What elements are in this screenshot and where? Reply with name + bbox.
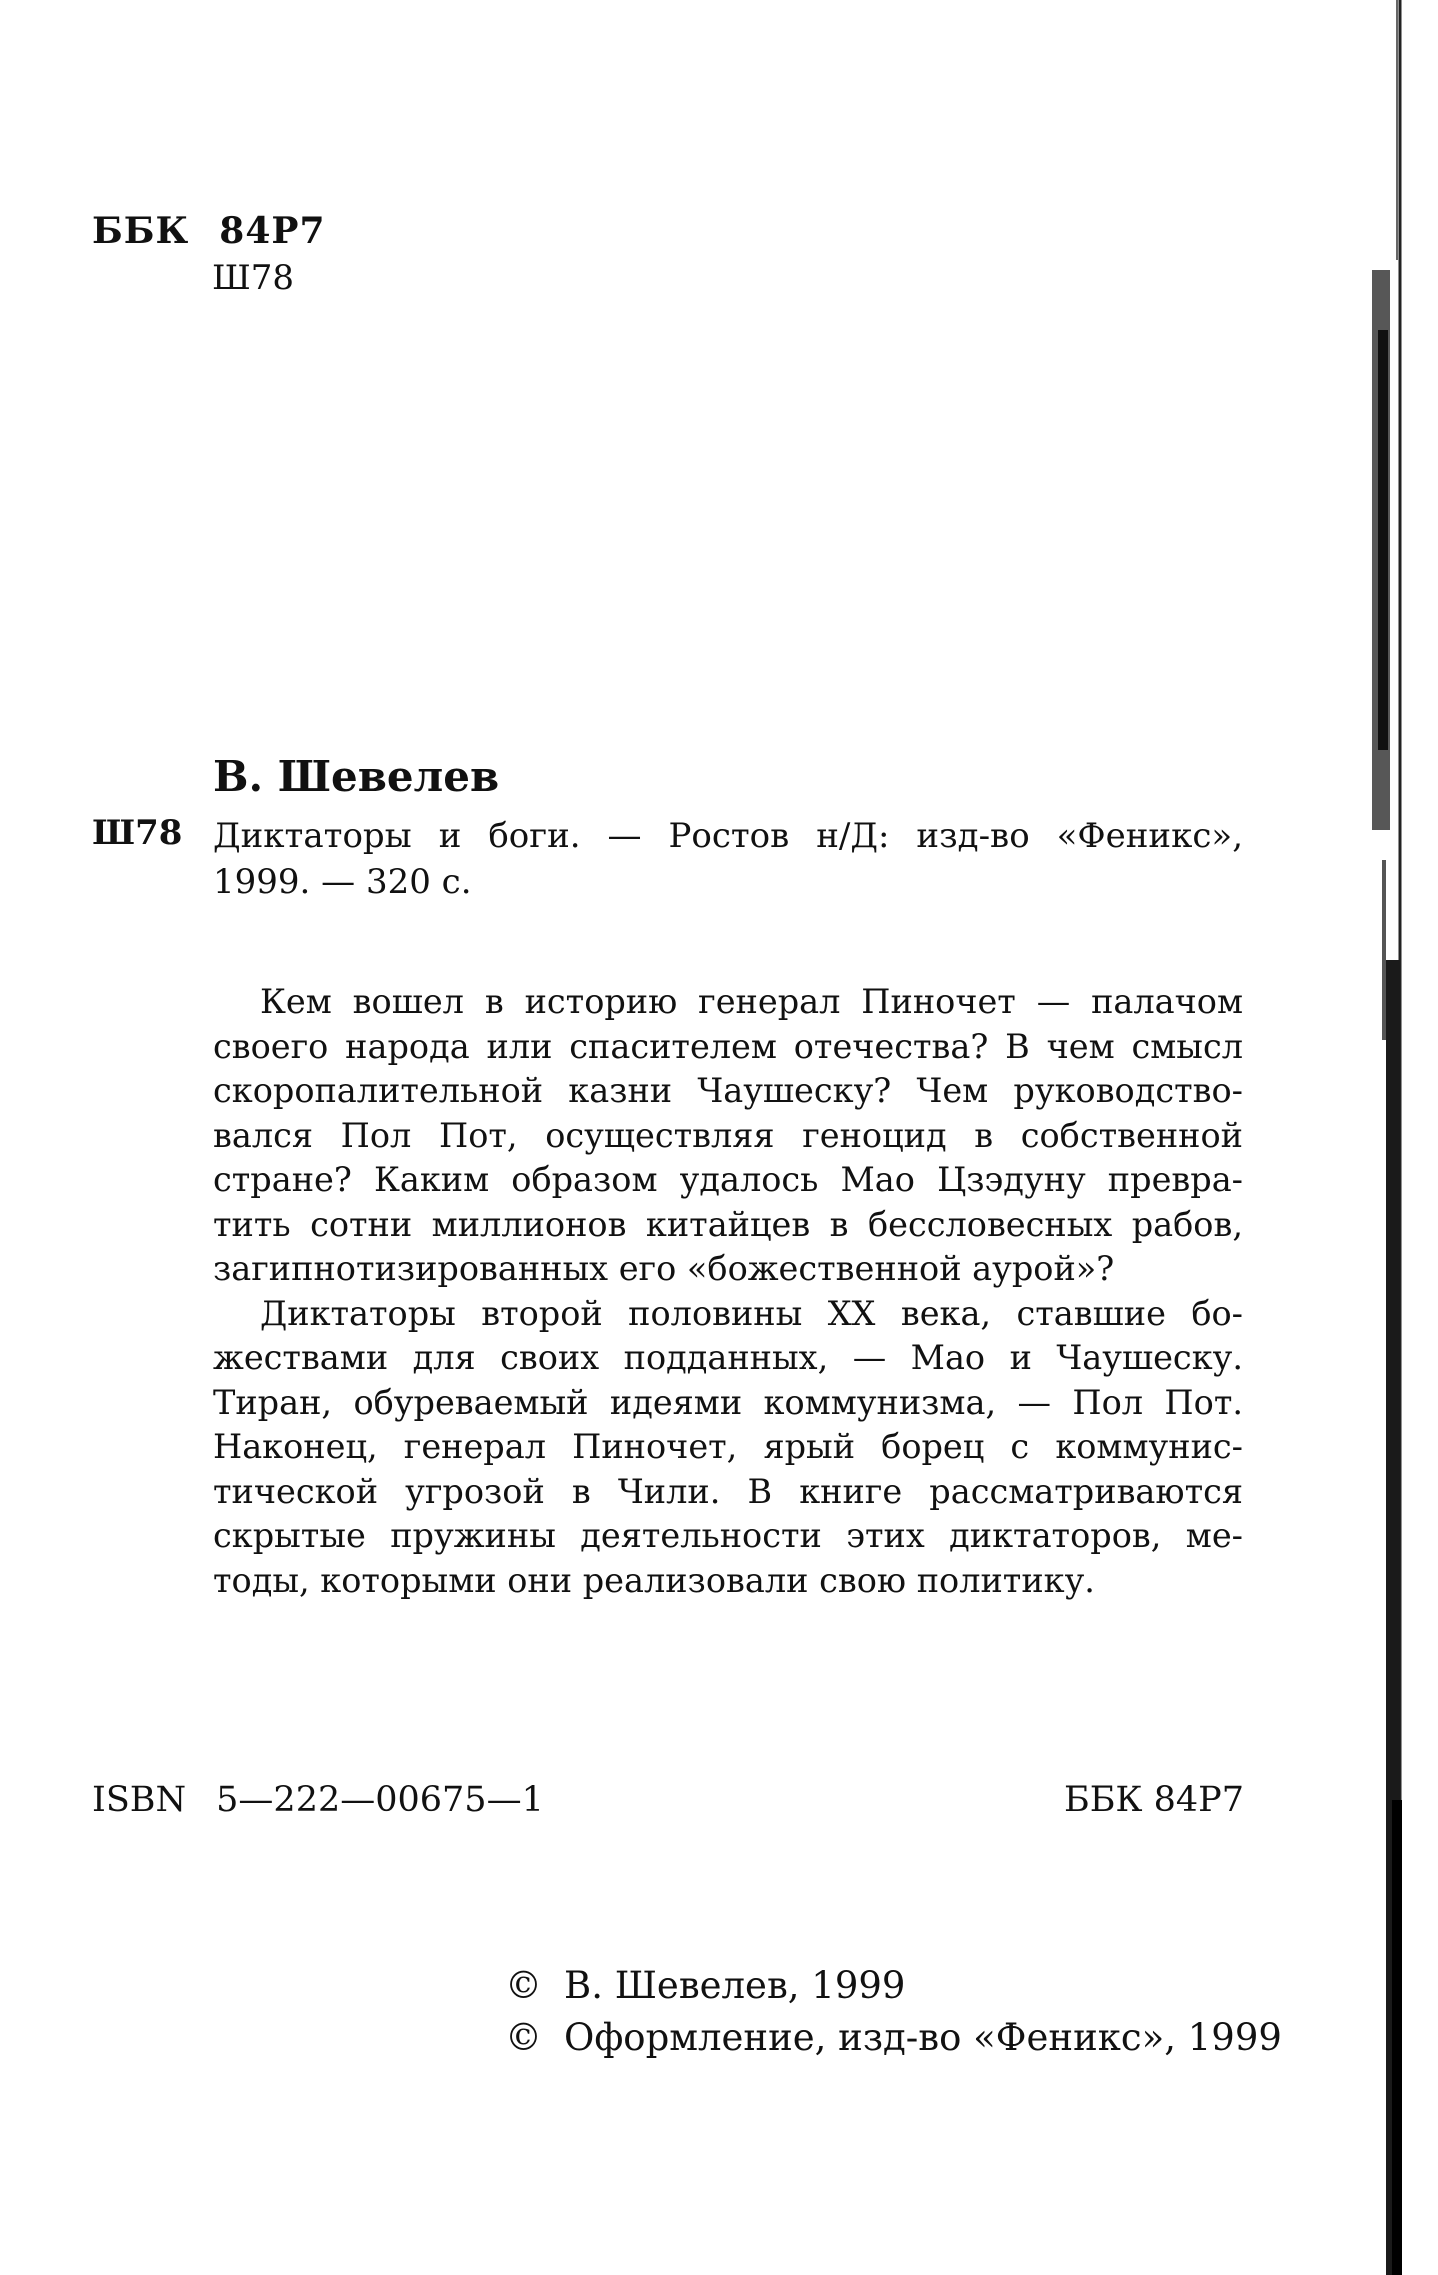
annotation-paragraph-1 <box>213 980 1243 1292</box>
annotation <box>213 980 1243 1603</box>
annotation-line: загипнотизированных его «божественной аурой»? <box>213 1249 1115 1288</box>
bbk-classification <box>92 210 326 252</box>
annotation-line: тоды, которыми они реализовали свою политику. <box>213 1560 1095 1600</box>
annotation-line: Тиран, обуреваемый идеями коммунизма, — Пол Пот. <box>213 1382 1243 1422</box>
annotation-paragraph-2 <box>213 1292 1243 1604</box>
annotation-line: Диктаторы второй половины XX века, ставшие бо- <box>260 1293 1243 1333</box>
copyright-icon: © <box>505 2016 542 2059</box>
annotation-line: Наконец, генерал Пиночет, ярый борец с коммунис- <box>213 1427 1243 1466</box>
annotation-line: скоропалительной казни Чаушеску? Чем руководство- <box>213 1071 1243 1110</box>
biblio-line-1: Диктаторы и боги. — Ростов н/Д: изд-во «Феникс», <box>213 816 1243 856</box>
author-mark-top: Ш78 <box>212 258 295 298</box>
annotation-line: жествами для своих подданных, — Мао и Чаушеску. <box>213 1338 1243 1377</box>
bibliographic-description <box>213 813 1243 905</box>
copyright-line-2 <box>505 2012 1282 2064</box>
isbn <box>92 1780 544 1820</box>
copyright-line-1 <box>505 1960 1282 2012</box>
isbn-number: 5—222—00675—1 <box>216 1780 544 1820</box>
annotation-line: вался Пол Пот, осуществляя геноцид в собственной <box>213 1115 1243 1155</box>
bbk-code: 84Р7 <box>219 210 326 252</box>
scan-spine-edge <box>1352 0 1438 2275</box>
isbn-label: ISBN <box>92 1780 187 1820</box>
copyright-text-2: Оформление, изд-во «Феникс», 1999 <box>564 2016 1282 2059</box>
author-name: В. Шевелев <box>213 752 500 801</box>
annotation-line: тической угрозой в Чили. В книге рассматриваются <box>213 1471 1243 1511</box>
biblio-line-2: 1999. — 320 с. <box>213 862 472 902</box>
copyright-text-1: В. Шевелев, 1999 <box>564 1964 906 2007</box>
entry-author-mark: Ш78 <box>92 813 183 853</box>
copyright-icon: © <box>505 1964 542 2007</box>
copyright-block <box>505 1960 1282 2064</box>
annotation-line: Кем вошел в историю генерал Пиночет — палачом <box>260 982 1243 1021</box>
annotation-line: своего народа или спасителем отечества? В чем смысл <box>213 1026 1243 1066</box>
annotation-line: стране? Каким образом удалось Мао Цзэдуну превра- <box>213 1160 1243 1199</box>
bbk-footer: ББК 84Р7 <box>1063 1780 1244 1820</box>
annotation-line: тить сотни миллионов китайцев в бессловесных рабов, <box>213 1204 1243 1244</box>
bbk-label: ББК <box>92 210 190 252</box>
annotation-line: скрытые пружины деятельности этих диктаторов, ме- <box>213 1516 1243 1555</box>
isbn-row <box>92 1780 1244 1820</box>
